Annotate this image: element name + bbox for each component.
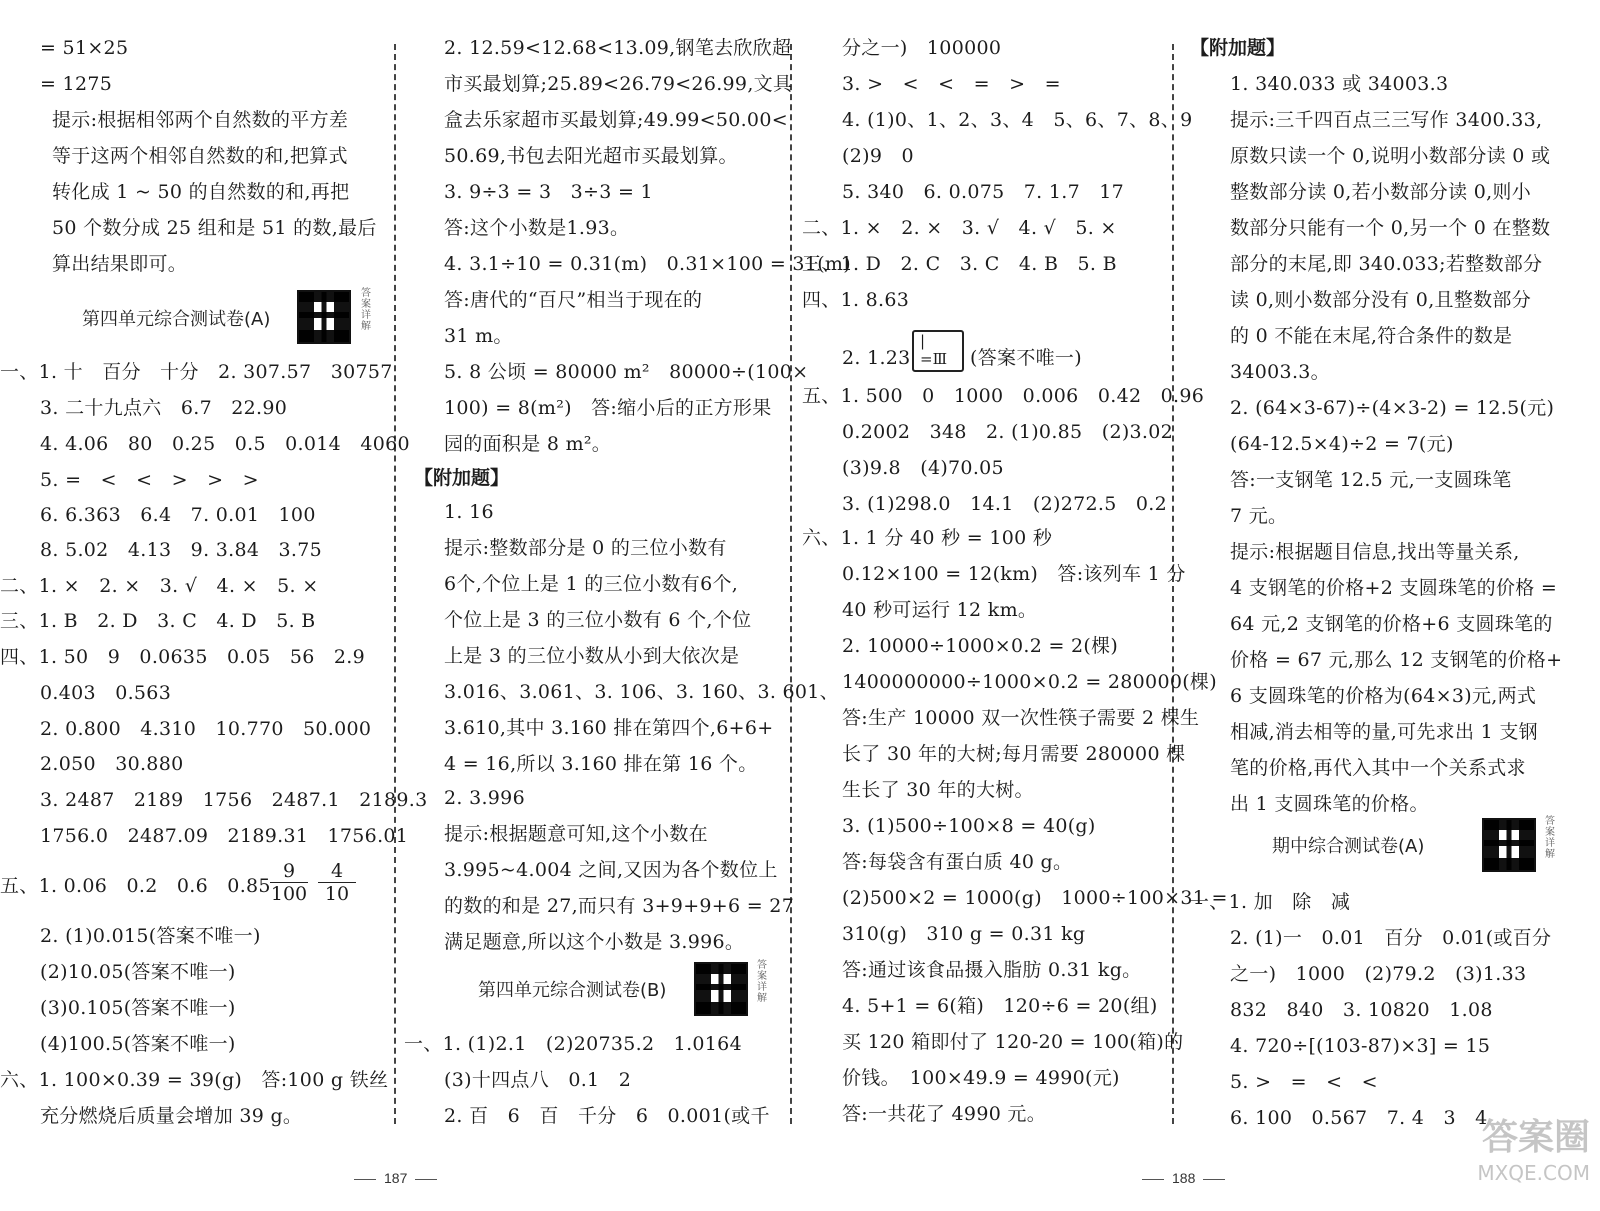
answer-line: (3)0.105(答案不唯一): [40, 997, 236, 1019]
text-line: 算出结果即可。: [52, 253, 188, 275]
fraction: [270, 860, 308, 905]
answer-line: 5. = < < > > >: [40, 469, 259, 491]
answer-line: 之一) 1000 (2)79.2 (3)1.33: [1230, 963, 1527, 985]
qr-code-icon[interactable]: [694, 962, 748, 1016]
text-line: 2. 12.59<12.68<13.09,钢笔去欣欣超: [444, 37, 792, 59]
text-line: 的 0 不能在末尾,符合条件的数是: [1230, 325, 1513, 347]
text-line: 31 m。: [444, 325, 513, 347]
qr-label: 答案详解: [361, 288, 371, 332]
column-1: [0, 0, 428, 1141]
text-line: 50.69,书包去阳光超市买最划算。: [444, 145, 738, 167]
text-line: 4 支钢笔的价格+2 支圆珠笔的价格 =: [1230, 577, 1558, 599]
column-2: [404, 0, 851, 1141]
text-line: 3. (1)500÷100×8 = 40(g): [842, 815, 1096, 837]
qr-label: 答案详解: [1545, 816, 1555, 860]
text-line: 4. (1)0、1、2、3、4 5、6、7、8、9: [842, 109, 1193, 131]
fraction-numerator: 9: [270, 860, 308, 883]
qr-label: 答案详解: [757, 960, 767, 1004]
answer-line: 四、1. 50 9 0.0635 0.05 56 2.9: [0, 646, 366, 668]
fraction-denominator: 10: [324, 883, 350, 905]
answer-line: 五、1. 0.06 0.2 0.6 0.85: [0, 875, 271, 897]
answer-line: 0.403 0.563: [40, 682, 172, 704]
text-line: 1. 16: [444, 501, 494, 523]
text-line: 310(g) 310 g = 0.31 kg: [842, 923, 1086, 945]
diagram-box: [912, 330, 964, 372]
text-line: 满足题意,所以这个小数是 3.996。: [444, 931, 745, 953]
answer-line: 一、1. 十 百分 十分 2. 307.57 30757: [0, 361, 393, 383]
text-line: 100) = 8(m²) 答:缩小后的正方形果: [444, 397, 772, 419]
text-line: 3. (1)298.0 14.1 (2)272.5 0.2: [842, 493, 1168, 515]
page-number-text: 187: [384, 1170, 408, 1186]
answer-line: 一、1. (1)2.1 (2)20735.2 1.0164: [404, 1033, 742, 1055]
answer-line: 1756.0 2487.09 2189.31 1756.01: [40, 825, 409, 847]
text-line: 相减,消去相等的量,可先求出 1 支钢: [1230, 721, 1538, 743]
page-number-left: [346, 1170, 445, 1186]
text-line: 价格 = 67 元,那么 12 支钢笔的价格+: [1230, 649, 1563, 671]
extra-questions-header: 【附加题】: [1190, 37, 1286, 59]
answer-line: 4. 720÷[(103-87)×3] = 15: [1230, 1035, 1491, 1057]
answer-line: 8. 5.02 4.13 9. 3.84 3.75: [40, 539, 323, 561]
fraction: [318, 860, 356, 905]
text-line: 4. 3.1÷10 = 0.31(m) 0.31×100 = 31(m): [444, 253, 851, 275]
answer-line: (2)10.05(答案不唯一): [40, 961, 236, 983]
text-line: 园的面积是 8 m²。: [444, 433, 612, 455]
box-top-label: |: [920, 332, 926, 350]
answer-line: 2. 百 6 百 千分 6 0.001(或千: [444, 1105, 770, 1127]
answer-line: 3. 2487 2189 1756 2487.1 2189.3: [40, 789, 428, 811]
answer-line: 4. 4.06 80 0.25 0.5 0.014 4060: [40, 433, 410, 455]
text-line: 价钱。 100×49.9 = 4990(元): [842, 1067, 1120, 1089]
text-line: 1. 340.033 或 34003.3: [1230, 73, 1449, 95]
section-title: 第四单元综合测试卷(B): [478, 980, 667, 1001]
watermark-url: MXQE.COM: [1477, 1161, 1590, 1185]
page-number-right: [1134, 1170, 1233, 1186]
text-line: 答:唐代的“百尺”相当于现在的: [444, 289, 703, 311]
answer-line: 充分燃烧后质量会增加 39 g。: [40, 1105, 303, 1127]
text-line: (2)9 0: [842, 145, 914, 167]
text-line: 数部分只能有一个 0,另一个 0 在整数: [1230, 217, 1551, 239]
section-title: 第四单元综合测试卷(A): [82, 309, 271, 330]
hint-line: 提示:根据题目信息,找出等量关系,: [1230, 541, 1520, 563]
text-line: 5. 8 公顷 = 80000 m² 80000÷(100×: [444, 361, 809, 383]
qr-code-icon[interactable]: [1482, 818, 1536, 872]
text-line: = 51×25: [40, 37, 129, 59]
hint-line: 提示:根据题意可知,这个小数在: [444, 823, 708, 845]
extra-questions-header: 【附加题】: [414, 467, 510, 489]
text-line: 生长了 30 年的大树。: [842, 779, 1034, 801]
text-line: 50 个数分成 25 组和是 51 的数,最后: [52, 217, 377, 239]
answer-line: (3)十四点八 0.1 2: [444, 1069, 632, 1091]
column-4: [1190, 0, 1600, 1141]
text-line: 原数只读一个 0,说明小数部分读 0 或: [1230, 145, 1551, 167]
answer-line: (4)100.5(答案不唯一): [40, 1033, 236, 1055]
text-line: 答:这个小数是1.93。: [444, 217, 630, 239]
answer-line: 2. (1)0.015(答案不唯一): [40, 925, 261, 947]
answer-line: 2. (1)一 0.01 百分 0.01(或百分: [1230, 927, 1552, 949]
fraction-numerator: 4: [318, 860, 356, 883]
text-line: 34003.3。: [1230, 361, 1330, 383]
text-line: 盒去乐家超市买最划算;49.99<50.00<: [444, 109, 788, 131]
text-line: 读 0,则小数部分没有 0,且整数部分: [1230, 289, 1532, 311]
text-line: 4 = 16,所以 3.160 排在第 16 个。: [444, 753, 758, 775]
text-line: 的数的和是 27,而只有 3+9+9+6 = 27: [444, 895, 795, 917]
text-line: 分之一) 100000: [842, 37, 1002, 59]
answer-line: 三、1. B 2. D 3. C 4. D 5. B: [0, 610, 316, 632]
text-line: 2. 3.996: [444, 787, 525, 809]
text-line: (64-12.5×4)÷2 = 7(元): [1230, 433, 1454, 455]
page-number-text: 188: [1172, 1170, 1196, 1186]
text-line: 长了 30 年的大树;每月需要 280000 棵: [842, 743, 1186, 765]
text-line: 3. 9÷3 = 3 3÷3 = 1: [444, 181, 653, 203]
text-line: 6个,个位上是 1 的三位小数有6个,: [444, 573, 739, 595]
text-line: (3)9.8 (4)70.05: [842, 457, 1004, 479]
text-line: 3.016、3.061、3. 106、3. 160、3. 601、: [444, 681, 839, 703]
answer-line: 832 840 3. 10820 1.08: [1230, 999, 1493, 1021]
answer-line: 二、1. × 2. × 3. √ 4. × 5. ×: [0, 575, 319, 597]
text-line: 5. 340 6. 0.075 7. 1.7 17: [842, 181, 1125, 203]
text-line: 2. (64×3-67)÷(4×3-2) = 12.5(元): [1230, 397, 1555, 419]
answer-line: 六、1. 100×0.39 = 39(g) 答:100 g 铁丝: [0, 1069, 389, 1091]
watermark-title: 答案圈: [1481, 1117, 1590, 1158]
answer-line: 一、1. 加 除 减: [1190, 891, 1351, 913]
answer-line: 2.050 30.880: [40, 753, 184, 775]
text-line: 答:一支钢笔 12.5 元,一支圆珠笔: [1230, 469, 1512, 491]
answer-line: 5. > = < <: [1230, 1071, 1378, 1093]
text-line: 3. > < < = > =: [842, 73, 1061, 95]
text-line: 答:一共花了 4990 元。: [842, 1103, 1047, 1125]
text-line: 等于这两个相邻自然数的和,把算式: [52, 145, 348, 167]
text-line: 2. 10000÷1000×0.2 = 2(棵): [842, 635, 1119, 657]
text-line: 4. 5+1 = 6(箱) 120÷6 = 20(组): [842, 995, 1158, 1017]
text-line: 2. 1.23: [842, 347, 911, 369]
text-line: 3.610,其中 3.160 排在第四个,6+6+: [444, 717, 774, 739]
text-line: (2)500×2 = 1000(g) 1000÷100×31 =: [842, 887, 1228, 909]
text-line: 市买最划算;25.89<26.79<26.99,文具: [444, 73, 793, 95]
text-line: 上是 3 的三位小数从小到大依次是: [444, 645, 740, 667]
watermark-logo: [1380, 1116, 1590, 1206]
text-line: 答:生产 10000 双一次性筷子需要 2 棵生: [842, 707, 1200, 729]
hint-line: 提示:整数部分是 0 的三位小数有: [444, 537, 727, 559]
text-line: 0.2002 348 2. (1)0.85 (2)3.02: [842, 421, 1174, 443]
text-line: 3.995~4.004 之间,又因为各个数位上: [444, 859, 778, 881]
text-line: 出 1 支圆珠笔的价格。: [1230, 793, 1429, 815]
text-line: 6 支圆珠笔的价格为(64×3)元,两式: [1230, 685, 1537, 707]
text-line: 答:通过该食品摄入脂肪 0.31 kg。: [842, 959, 1142, 981]
answer-line: 6. 6.363 6.4 7. 0.01 100: [40, 504, 316, 526]
hint-line: 提示:根据相邻两个自然数的平方差: [52, 109, 349, 131]
column-3: [802, 0, 1228, 1141]
qr-code-icon[interactable]: [297, 290, 351, 344]
text-line: 40 秒可运行 12 km。: [842, 599, 1038, 621]
text-line: 转化成 1 ~ 50 的自然数的和,再把: [52, 181, 350, 203]
text-line: 四、1. 8.63: [802, 289, 910, 311]
text-line: 买 120 箱即付了 120-20 = 100(箱)的: [842, 1031, 1184, 1053]
text-line: = 1275: [40, 73, 113, 95]
answer-line: 2. 0.800 4.310 10.770 50.000: [40, 718, 372, 740]
text-line: 三、1. D 2. C 3. C 4. B 5. B: [802, 253, 1117, 275]
text-line: 部分的末尾,即 340.033;若整数部分: [1230, 253, 1543, 275]
section-title: 期中综合测试卷(A): [1272, 836, 1425, 857]
text-line: 个位上是 3 的三位小数有 6 个,个位: [444, 609, 752, 631]
text-line: 64 元,2 支钢笔的价格+6 支圆珠笔的: [1230, 613, 1553, 635]
hint-line: 提示:三千四百点三三写作 3400.33,: [1230, 109, 1543, 131]
text-line: 笔的价格,再代入其中一个关系式求: [1230, 757, 1526, 779]
fraction-denominator: 100: [270, 883, 308, 905]
text-line: 整数部分读 0,若小数部分读 0,则小: [1230, 181, 1532, 203]
text-line: 六、1. 1 分 40 秒 = 100 秒: [802, 527, 1053, 549]
note-text: (答案不唯一): [970, 347, 1082, 369]
text-line: 7 元。: [1230, 505, 1288, 527]
box-bottom-label: =Ⅲ: [920, 350, 948, 368]
answer-line: 3. 二十九点六 6.7 22.90: [40, 397, 288, 419]
text-line: 0.12×100 = 12(km) 答:该列车 1 分: [842, 563, 1186, 585]
text-line: 二、1. × 2. × 3. √ 4. √ 5. ×: [802, 217, 1117, 239]
text-line: 1400000000÷1000×0.2 = 280000(棵): [842, 671, 1217, 693]
text-line: 五、1. 500 0 1000 0.006 0.42 0.96: [802, 385, 1205, 407]
answer-line: 6. 100 0.567 7. 4 3 4: [1230, 1107, 1488, 1129]
text-line: 答:每袋含有蛋白质 40 g。: [842, 851, 1073, 873]
